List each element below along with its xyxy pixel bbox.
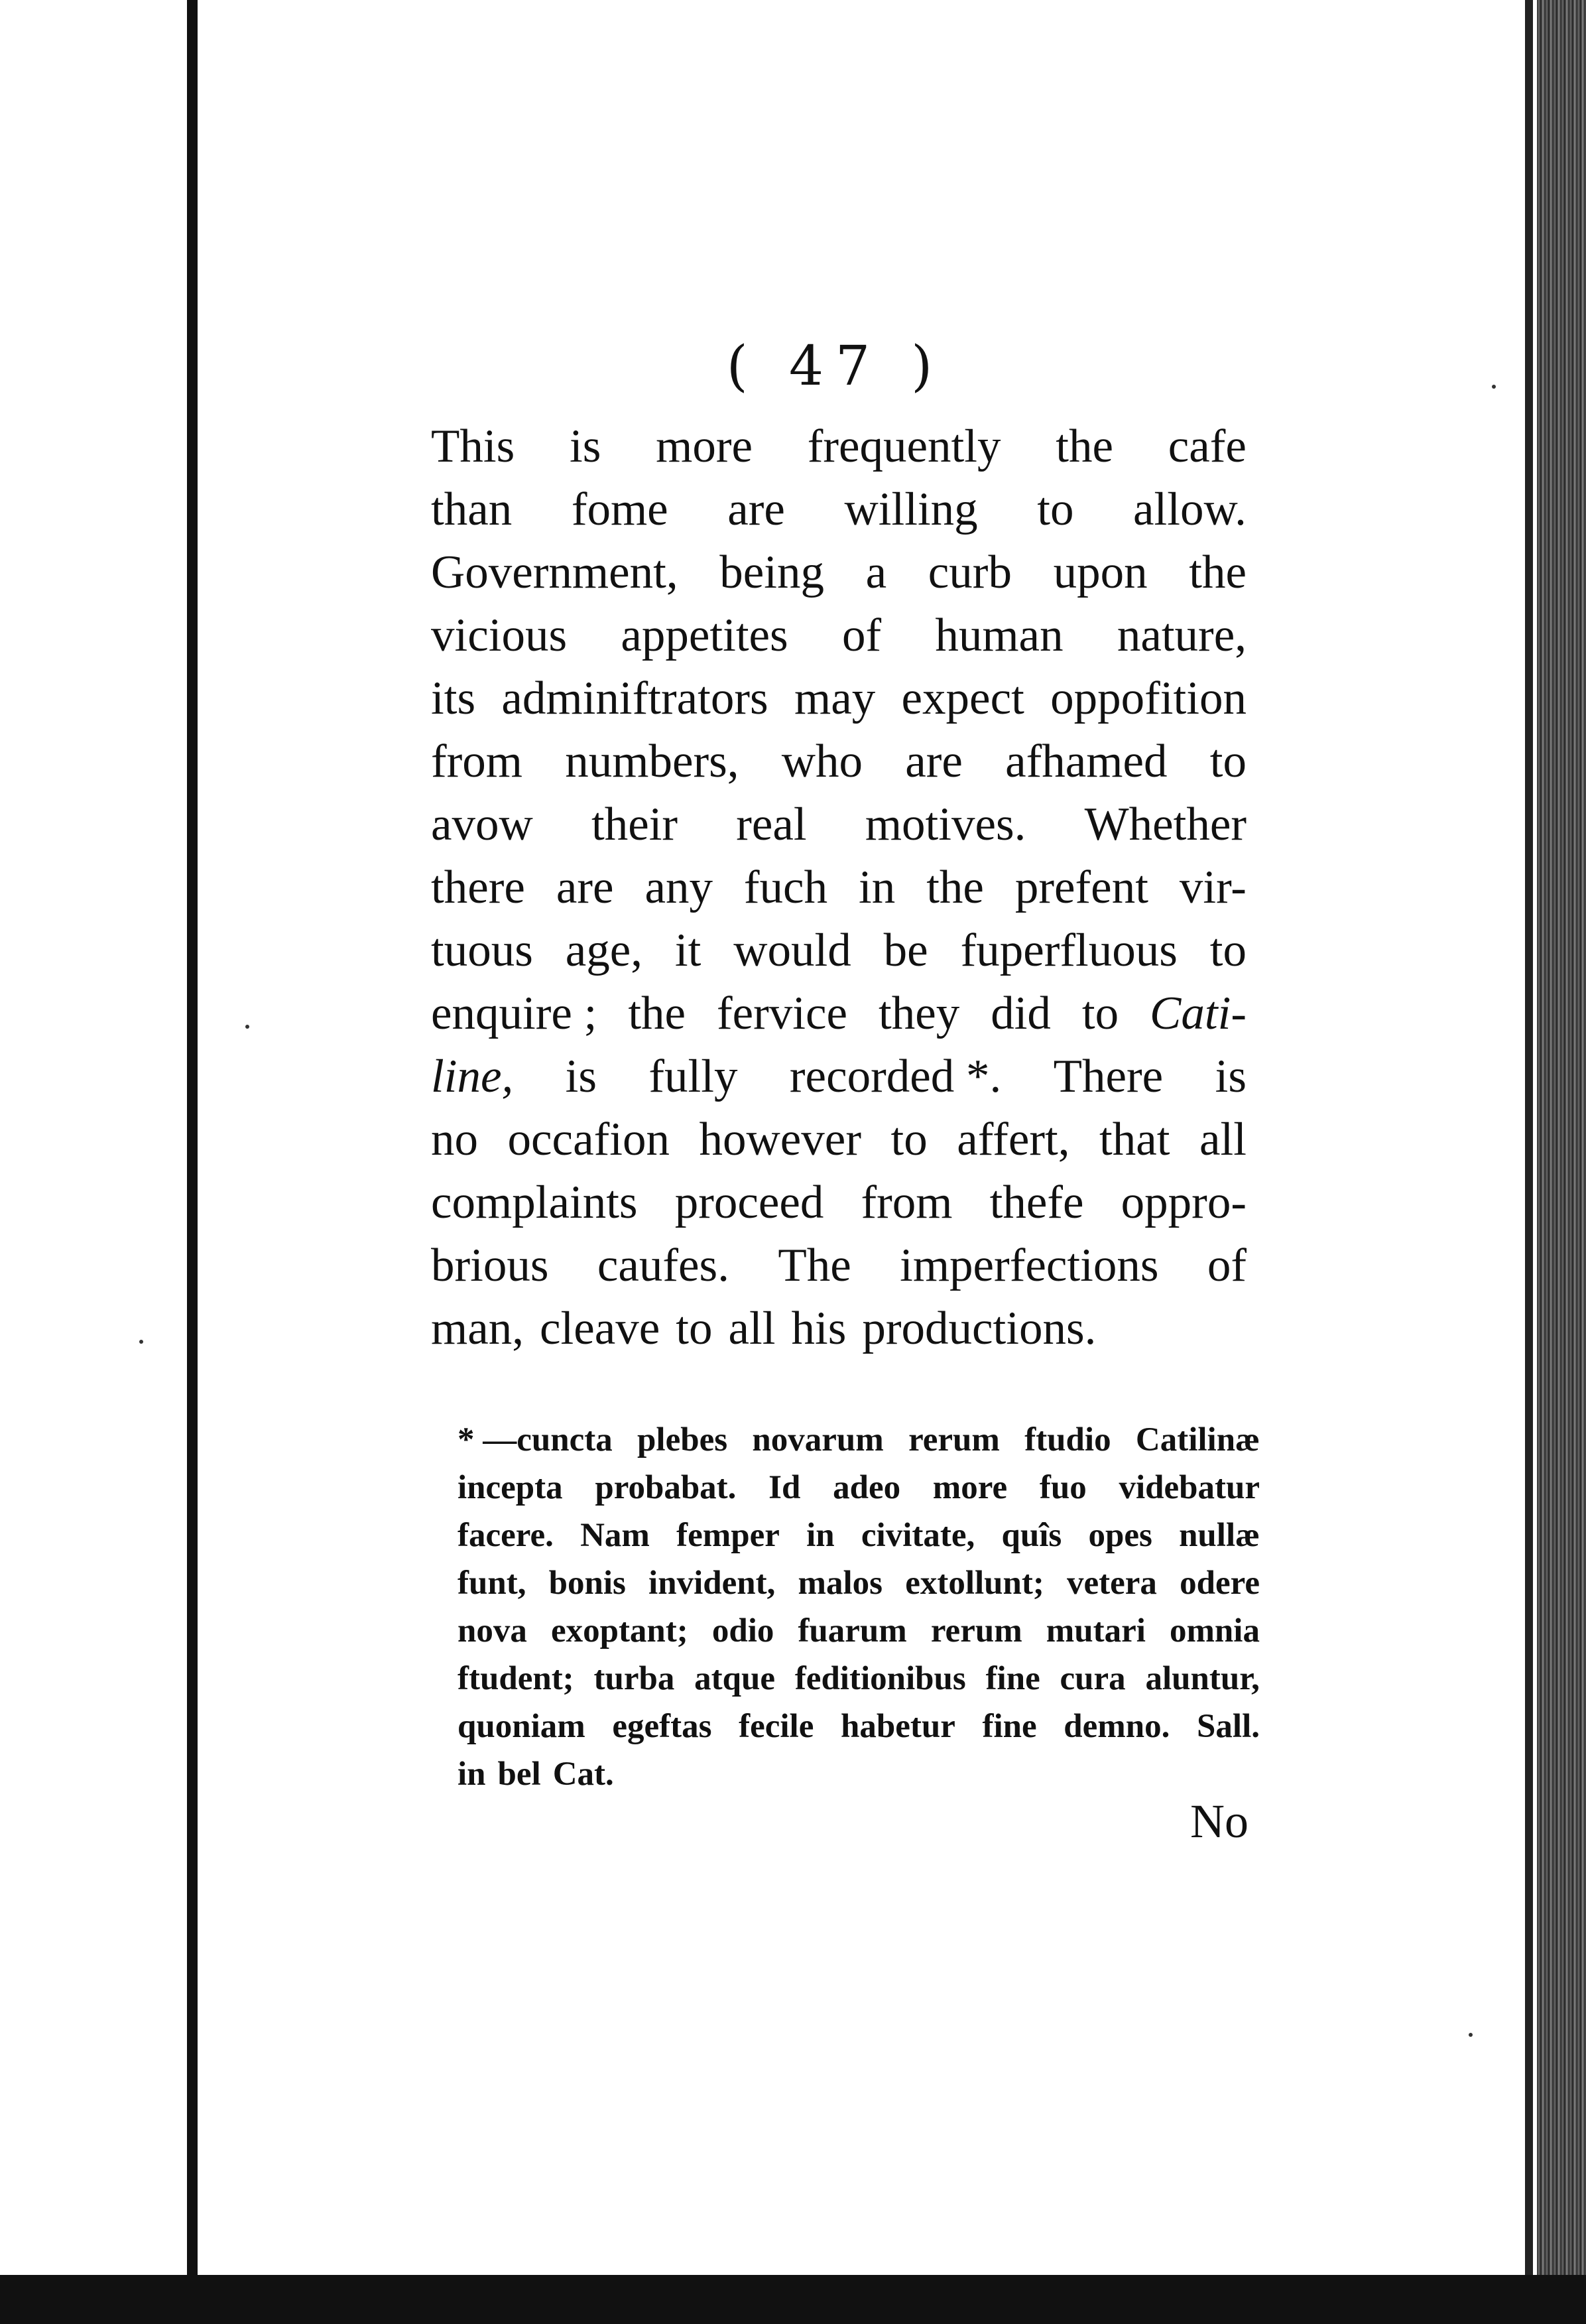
word: are [556,862,614,913]
word: plebes [637,1421,728,1458]
paper-speck [1492,385,1496,389]
word: prefent [1014,862,1148,913]
word: novarum [752,1421,884,1458]
word: The [778,1240,851,1291]
text-line [431,667,1247,730]
word: Nam [580,1517,650,1554]
word: they [879,988,960,1039]
word: Government, [431,547,678,598]
word: than [431,484,513,535]
word: to [676,1303,713,1354]
page-number: ( 47 ) [726,335,945,398]
word: human [935,610,1064,661]
word: his [791,1303,847,1354]
text-line [431,415,1247,478]
text-line [431,856,1247,919]
word: curb [928,547,1012,598]
word: numbers, [565,736,739,787]
word: bonis [548,1565,626,1602]
text-line [431,478,1247,541]
word: nature, [1117,610,1247,661]
word: tuous [431,925,533,976]
text-line [431,982,1247,1045]
word: rerum [930,1612,1022,1649]
word: age, [565,925,643,976]
paper-speck [245,1025,249,1029]
word: incepta [457,1469,563,1506]
word: ftudio [1024,1421,1111,1458]
fore-edge [1537,0,1586,2324]
word: be [883,925,928,976]
word: in [859,862,896,913]
word: cura [1060,1660,1126,1697]
word: recorded *. [789,1051,1002,1102]
word: caufes. [597,1240,729,1291]
word: enquire ; [431,988,597,1039]
word: the [926,862,984,913]
word: cafe [1168,420,1247,472]
word: in [457,1756,486,1793]
word: the [628,988,686,1039]
word: is [1215,1051,1247,1102]
word: videbatur [1119,1469,1260,1506]
word: that [1099,1114,1170,1165]
footnote-line [457,1703,1260,1750]
footnote-line [457,1655,1260,1703]
word: real [736,799,807,850]
word: ftudent; [457,1660,574,1697]
word: quoniam [457,1708,585,1745]
word: did [991,988,1051,1039]
word: Catilinæ [1135,1421,1260,1458]
text-line [431,1171,1247,1234]
word: imperfections [900,1240,1159,1291]
text-line [431,541,1247,604]
word: fuo [1039,1469,1087,1506]
word: of [841,610,882,661]
word: bel [497,1756,541,1793]
word: avow [431,799,533,850]
word: to [890,1114,928,1165]
word: being [719,547,825,598]
text-line [431,793,1247,856]
word: malos [798,1565,883,1602]
text-line [431,730,1247,793]
word: the [1189,547,1247,598]
word: Id [768,1469,801,1506]
word: frequently [807,420,1001,472]
word: line, [431,1051,514,1102]
word: willing [844,484,978,535]
word: thefe [989,1177,1084,1228]
word: is [565,1051,597,1102]
word: Sall. [1197,1708,1260,1745]
binding-gutter [187,0,198,2324]
word: nova [457,1612,527,1649]
text-line [431,1234,1247,1297]
footnote-line [457,1416,1260,1464]
page-edge-line [1525,0,1533,2324]
word: to [1209,736,1247,787]
word: Whether [1084,799,1247,850]
word: quîs [1001,1517,1062,1554]
word: turba [593,1660,675,1697]
word: may [794,673,876,724]
word: all [1199,1114,1247,1165]
word: more [656,420,753,472]
word: complaints [431,1177,638,1228]
word: fervice [717,988,848,1039]
text-line [431,1045,1247,1108]
word: funt, [457,1565,526,1602]
word: its [431,673,476,724]
word: man, [431,1303,524,1354]
word: civitate, [861,1517,975,1554]
word: There [1053,1051,1164,1102]
word: odere [1180,1565,1260,1602]
word: fine [985,1660,1040,1697]
word: to [1037,484,1074,535]
word: fuperfluous [960,925,1178,976]
word: from [861,1177,953,1228]
text-line [431,919,1247,982]
word: femper [676,1517,780,1554]
footnote-line [457,1607,1260,1655]
word: appetites [621,610,788,661]
word: of [1207,1240,1247,1291]
word: there [431,862,525,913]
word: no [431,1114,478,1165]
word: to [1209,925,1247,976]
word: opes [1088,1517,1152,1554]
word: habetur [841,1708,955,1745]
paper-speck [139,1340,143,1344]
body-text [431,415,1247,1360]
word: from [431,736,523,787]
word: brious [431,1240,549,1291]
text-line [431,1108,1247,1171]
catchword: No [1190,1795,1249,1848]
bottom-border [0,2275,1586,2324]
word: vir- [1179,862,1247,913]
word: motives. [865,799,1026,850]
paper-speck [1469,2033,1473,2037]
footnote [457,1416,1260,1798]
word: nullæ [1179,1517,1260,1554]
footnote-line [457,1559,1260,1607]
word: any [644,862,713,913]
word: exoptant; [550,1612,688,1649]
word: cleave [540,1303,660,1354]
word: egeftas [612,1708,712,1745]
word: fuch [743,862,828,913]
word: omnia [1169,1612,1260,1649]
word: to [1081,988,1119,1039]
word: demno. [1064,1708,1170,1745]
word: proceed [674,1177,824,1228]
word: facere. [457,1517,554,1554]
word: who [781,736,863,787]
text-line [431,1297,1247,1360]
word: the [1056,420,1113,472]
footnote-line [457,1750,1260,1798]
word: This [431,420,515,472]
word: atque [694,1660,776,1697]
word: is [569,420,601,472]
word: fine [982,1708,1037,1745]
word: upon [1053,547,1148,598]
word: affert, [957,1114,1070,1165]
word: probabat. [595,1469,737,1506]
word: a [865,547,887,598]
word: are [905,736,963,787]
word: oppro- [1121,1177,1247,1228]
word: productions. [862,1303,1097,1354]
word: fecile [739,1708,814,1745]
word: odio [711,1612,774,1649]
word: adeo [833,1469,901,1506]
word: * —cuncta [457,1421,613,1458]
word: extollunt; [905,1565,1044,1602]
text-line [431,604,1247,667]
word: all [728,1303,776,1354]
word: feditionibus [794,1660,966,1697]
word: it [674,925,702,976]
word: fuarum [798,1612,907,1649]
word: would [733,925,851,976]
word: rerum [908,1421,1000,1458]
word: are [727,484,785,535]
word: invident, [648,1565,776,1602]
word: fome [571,484,668,535]
word: occafion [507,1114,670,1165]
word: vetera [1067,1565,1157,1602]
word: adminiftrators [501,673,768,724]
word: however [699,1114,861,1165]
word: Cati- [1150,988,1247,1039]
word: more [932,1469,1008,1506]
word: afhamed [1005,736,1168,787]
word: mutari [1046,1612,1146,1649]
word: expect [901,673,1024,724]
footnote-line [457,1512,1260,1559]
word: fully [648,1051,738,1102]
word: oppofition [1050,673,1247,724]
word: allow. [1133,484,1247,535]
word: aluntur, [1145,1660,1260,1697]
word: in [806,1517,835,1554]
word: Cat. [552,1756,614,1793]
footnote-line [457,1464,1260,1512]
word: their [591,799,678,850]
word: vicious [431,610,568,661]
left-margin [0,0,187,2324]
